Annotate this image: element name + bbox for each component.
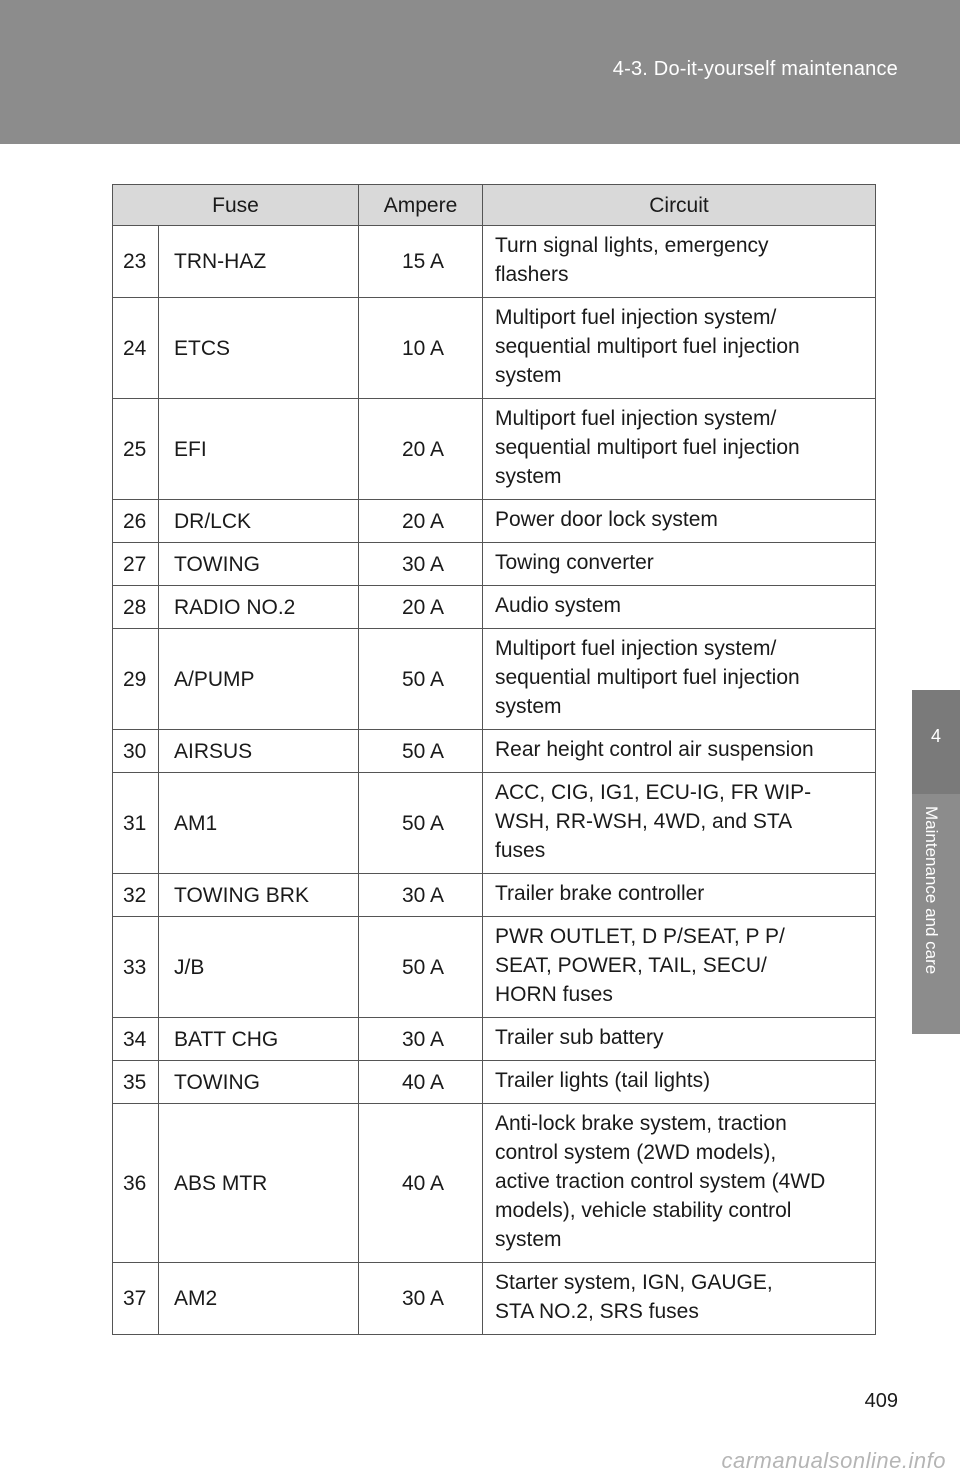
fuse-number: 34 <box>113 1018 159 1061</box>
header-fuse: Fuse <box>113 185 359 226</box>
table-row <box>113 500 876 543</box>
fuse-name: BATT CHG <box>159 1018 359 1061</box>
fuse-name: A/PUMP <box>159 629 359 730</box>
circuit-line: Rear height control air suspension <box>495 738 814 761</box>
fuse-name: RADIO NO.2 <box>159 586 359 629</box>
table-row <box>113 226 876 298</box>
fuse-ampere: 40 A <box>359 1104 483 1263</box>
circuit-line: Multiport fuel injection system/ <box>495 407 777 430</box>
fuse-name: AM1 <box>159 773 359 874</box>
fuse-circuit <box>483 500 876 543</box>
fuse-name: TOWING <box>159 543 359 586</box>
fuse-name: ABS MTR <box>159 1104 359 1263</box>
circuit-line: Anti-lock brake system, traction <box>495 1112 787 1135</box>
table-row <box>113 1061 876 1104</box>
fuse-circuit <box>483 1018 876 1061</box>
circuit-line: Trailer brake controller <box>495 882 705 905</box>
fuse-ampere: 50 A <box>359 917 483 1018</box>
table-row <box>113 298 876 399</box>
fuse-name: EFI <box>159 399 359 500</box>
circuit-line: control system (2WD models), <box>495 1141 777 1164</box>
fuse-circuit <box>483 399 876 500</box>
fuse-name: AIRSUS <box>159 730 359 773</box>
table-row <box>113 1263 876 1335</box>
circuit-line: flashers <box>495 263 569 286</box>
fuse-ampere: 40 A <box>359 1061 483 1104</box>
table-row <box>113 1018 876 1061</box>
circuit-line: Trailer lights (tail lights) <box>495 1069 711 1092</box>
fuse-ampere: 50 A <box>359 629 483 730</box>
table-row <box>113 917 876 1018</box>
fuse-name: TOWING <box>159 1061 359 1104</box>
fuse-number: 36 <box>113 1104 159 1263</box>
circuit-line: system <box>495 695 562 718</box>
circuit-line: system <box>495 364 562 387</box>
fuse-number: 35 <box>113 1061 159 1104</box>
circuit-line: fuses <box>495 839 546 862</box>
circuit-line: HORN fuses <box>495 983 613 1006</box>
table-row <box>113 543 876 586</box>
fuse-ampere: 50 A <box>359 773 483 874</box>
fuse-circuit <box>483 1263 876 1335</box>
table-row <box>113 629 876 730</box>
fuse-name: ETCS <box>159 298 359 399</box>
circuit-line: STA NO.2, SRS fuses <box>495 1300 699 1323</box>
circuit-line: PWR OUTLET, D P/SEAT, P P/ <box>495 925 785 948</box>
page-number: 409 <box>864 1390 898 1412</box>
circuit-line: Trailer sub battery <box>495 1026 664 1049</box>
circuit-line: models), vehicle stability control <box>495 1199 792 1222</box>
chapter-title: Maintenance and care <box>922 806 941 975</box>
circuit-line: Towing converter <box>495 551 654 574</box>
fuse-circuit <box>483 730 876 773</box>
fuse-ampere: 30 A <box>359 874 483 917</box>
circuit-line: Turn signal lights, emergency <box>495 234 769 257</box>
fuse-ampere: 30 A <box>359 543 483 586</box>
circuit-line: system <box>495 1228 562 1251</box>
fuse-name: J/B <box>159 917 359 1018</box>
header-circuit: Circuit <box>483 185 876 226</box>
table-row <box>113 1104 876 1263</box>
table-body <box>113 226 876 1335</box>
circuit-line: Multiport fuel injection system/ <box>495 306 777 329</box>
circuit-line: sequential multiport fuel injection <box>495 436 800 459</box>
table-row <box>113 586 876 629</box>
fuse-ampere: 20 A <box>359 399 483 500</box>
fuse-ampere: 30 A <box>359 1263 483 1335</box>
fuse-circuit <box>483 586 876 629</box>
circuit-line: Power door lock system <box>495 508 718 531</box>
circuit-line: WSH, RR-WSH, 4WD, and STA <box>495 810 793 833</box>
fuse-number: 37 <box>113 1263 159 1335</box>
fuse-name: DR/LCK <box>159 500 359 543</box>
fuse-circuit <box>483 1104 876 1263</box>
fuse-number: 32 <box>113 874 159 917</box>
chapter-number: 4 <box>930 726 941 746</box>
fuse-ampere: 30 A <box>359 1018 483 1061</box>
section-title: 4-3. Do-it-yourself maintenance <box>612 58 898 80</box>
fuse-number: 28 <box>113 586 159 629</box>
fuse-ampere: 10 A <box>359 298 483 399</box>
fuse-circuit <box>483 1061 876 1104</box>
fuse-circuit <box>483 917 876 1018</box>
fuse-number: 33 <box>113 917 159 1018</box>
fuse-name: TRN-HAZ <box>159 226 359 298</box>
header-ampere: Ampere <box>359 185 483 226</box>
circuit-line: Audio system <box>495 594 622 617</box>
fuse-number: 30 <box>113 730 159 773</box>
fuse-name: AM2 <box>159 1263 359 1335</box>
fuse-table <box>112 184 876 1335</box>
fuse-number: 27 <box>113 543 159 586</box>
circuit-line: ACC, CIG, IG1, ECU-IG, FR WIP- <box>495 781 812 804</box>
fuse-circuit <box>483 298 876 399</box>
circuit-line: SEAT, POWER, TAIL, SECU/ <box>495 954 767 977</box>
fuse-number: 23 <box>113 226 159 298</box>
table-row <box>113 773 876 874</box>
circuit-line: active traction control system (4WD <box>495 1170 826 1193</box>
fuse-number: 25 <box>113 399 159 500</box>
watermark: carmanualsonline.info <box>721 1448 946 1473</box>
fuse-circuit <box>483 629 876 730</box>
fuse-circuit <box>483 773 876 874</box>
fuse-number: 29 <box>113 629 159 730</box>
fuse-circuit <box>483 874 876 917</box>
fuse-ampere: 20 A <box>359 586 483 629</box>
fuse-number: 26 <box>113 500 159 543</box>
fuse-ampere: 20 A <box>359 500 483 543</box>
fuse-name: TOWING BRK <box>159 874 359 917</box>
fuse-circuit <box>483 226 876 298</box>
fuse-number: 24 <box>113 298 159 399</box>
fuse-circuit <box>483 543 876 586</box>
table-row <box>113 874 876 917</box>
circuit-line: Starter system, IGN, GAUGE, <box>495 1271 773 1294</box>
fuse-ampere: 50 A <box>359 730 483 773</box>
fuse-ampere: 15 A <box>359 226 483 298</box>
circuit-line: system <box>495 465 562 488</box>
table-row <box>113 399 876 500</box>
circuit-line: Multiport fuel injection system/ <box>495 637 777 660</box>
circuit-line: sequential multiport fuel injection <box>495 666 800 689</box>
table-row <box>113 730 876 773</box>
circuit-line: sequential multiport fuel injection <box>495 335 800 358</box>
table-header-row <box>113 185 876 226</box>
fuse-number: 31 <box>113 773 159 874</box>
